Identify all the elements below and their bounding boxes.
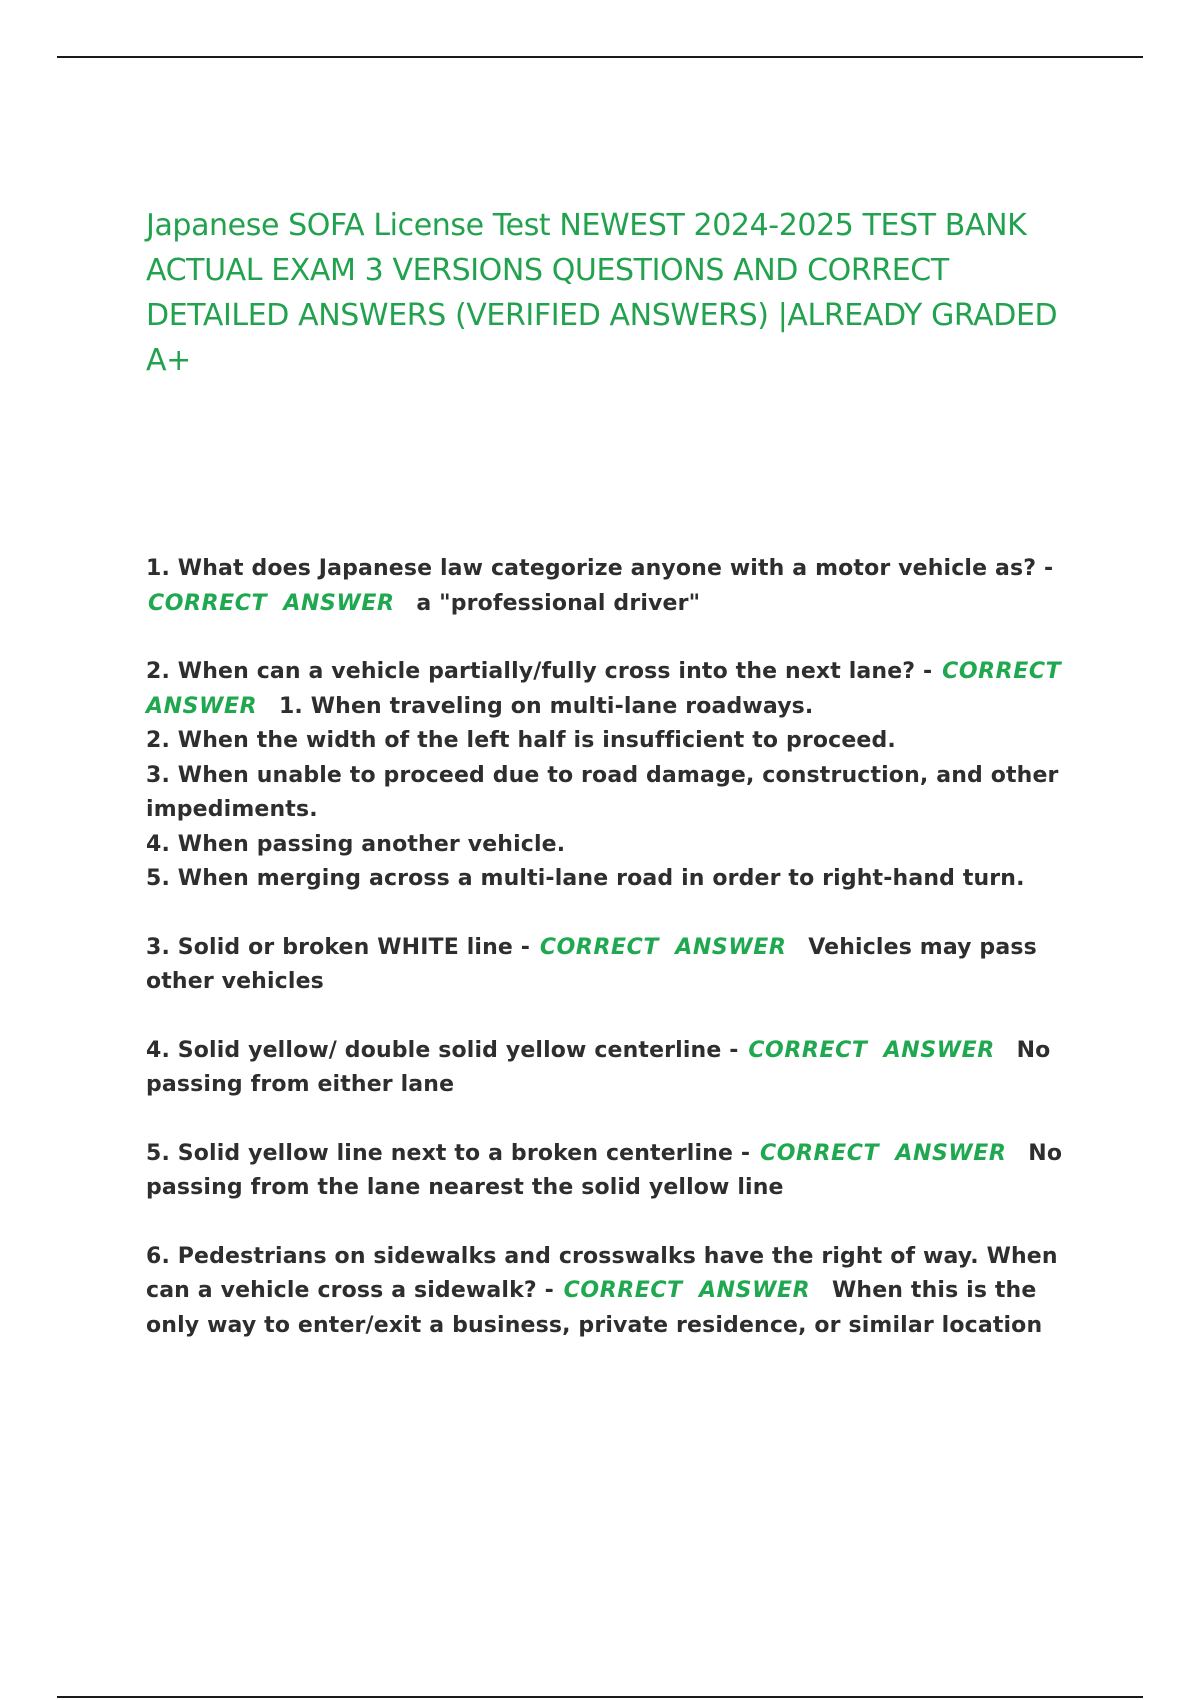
answer-line: 3. When unable to proceed due to road damage, construction, and other impediments. [146,762,1059,822]
correct-answer-label: CORRECT ANSWER [146,659,1062,719]
question-text: 4. Solid yellow/ double solid yellow centerline - [146,1037,739,1063]
correct-answer-label: CORRECT ANSWER [148,590,395,616]
answer-line: 4. When passing another vehicle. [146,831,566,857]
answer-text: No passing from either lane [146,1037,1051,1097]
question-text: 6. Pedestrians on sidewalks and crosswalks have the right of way. When can a vehicle cross a sidewalk? - [146,1243,1058,1303]
correct-answer-label: CORRECT ANSWER [539,934,787,960]
answer-line: 5. When merging across a multi-lane road in order to right-hand turn. [146,866,1025,891]
header-rule [57,56,1143,58]
answer-text: Vehicles may pass other vehicles [146,934,1037,994]
question-text: 5. Solid yellow line next to a broken centerline - [146,1140,751,1166]
answer-line: 2. When the width of the left half is insufficient to proceed. [146,728,896,753]
answer-text: No passing from the lane nearest the solid yellow line [146,1140,1063,1200]
answer-text: When this is the only way to enter/exit a business, private residence, or similar location [146,1278,1043,1338]
correct-answer-label: CORRECT ANSWER [759,1140,1007,1166]
qa-item-5 [146,1137,1076,1206]
correct-answer-label: CORRECT ANSWER [748,1037,995,1063]
question-text: 2. When can a vehicle partially/fully cross into the next lane? - [146,659,933,684]
footer-rule [57,1696,1143,1698]
question-text: 3. Solid or broken WHITE line - [146,934,531,960]
question-list [146,552,1076,1377]
qa-item-1 [146,552,1076,621]
qa-item-2 [146,655,1076,897]
qa-item-4 [146,1034,1076,1103]
qa-item-6 [146,1240,1076,1344]
question-text: 1. What does Japanese law categorize anyone with a motor vehicle as? - [146,556,1054,581]
qa-item-3 [146,931,1076,1000]
answer-text: a "professional driver" [416,590,701,616]
document-title: Japanese SOFA License Test NEWEST 2024-2025 TEST BANK ACTUAL EXAM 3 VERSIONS QUESTIONS AND CORRECT DETAILED ANSWERS (VERIFIED ANSWERS) |ALREADY GRADED A+ [146,208,1058,378]
correct-answer-label: CORRECT ANSWER [563,1278,811,1303]
answer-text: 1. When traveling on multi-lane roadways. [278,693,814,719]
